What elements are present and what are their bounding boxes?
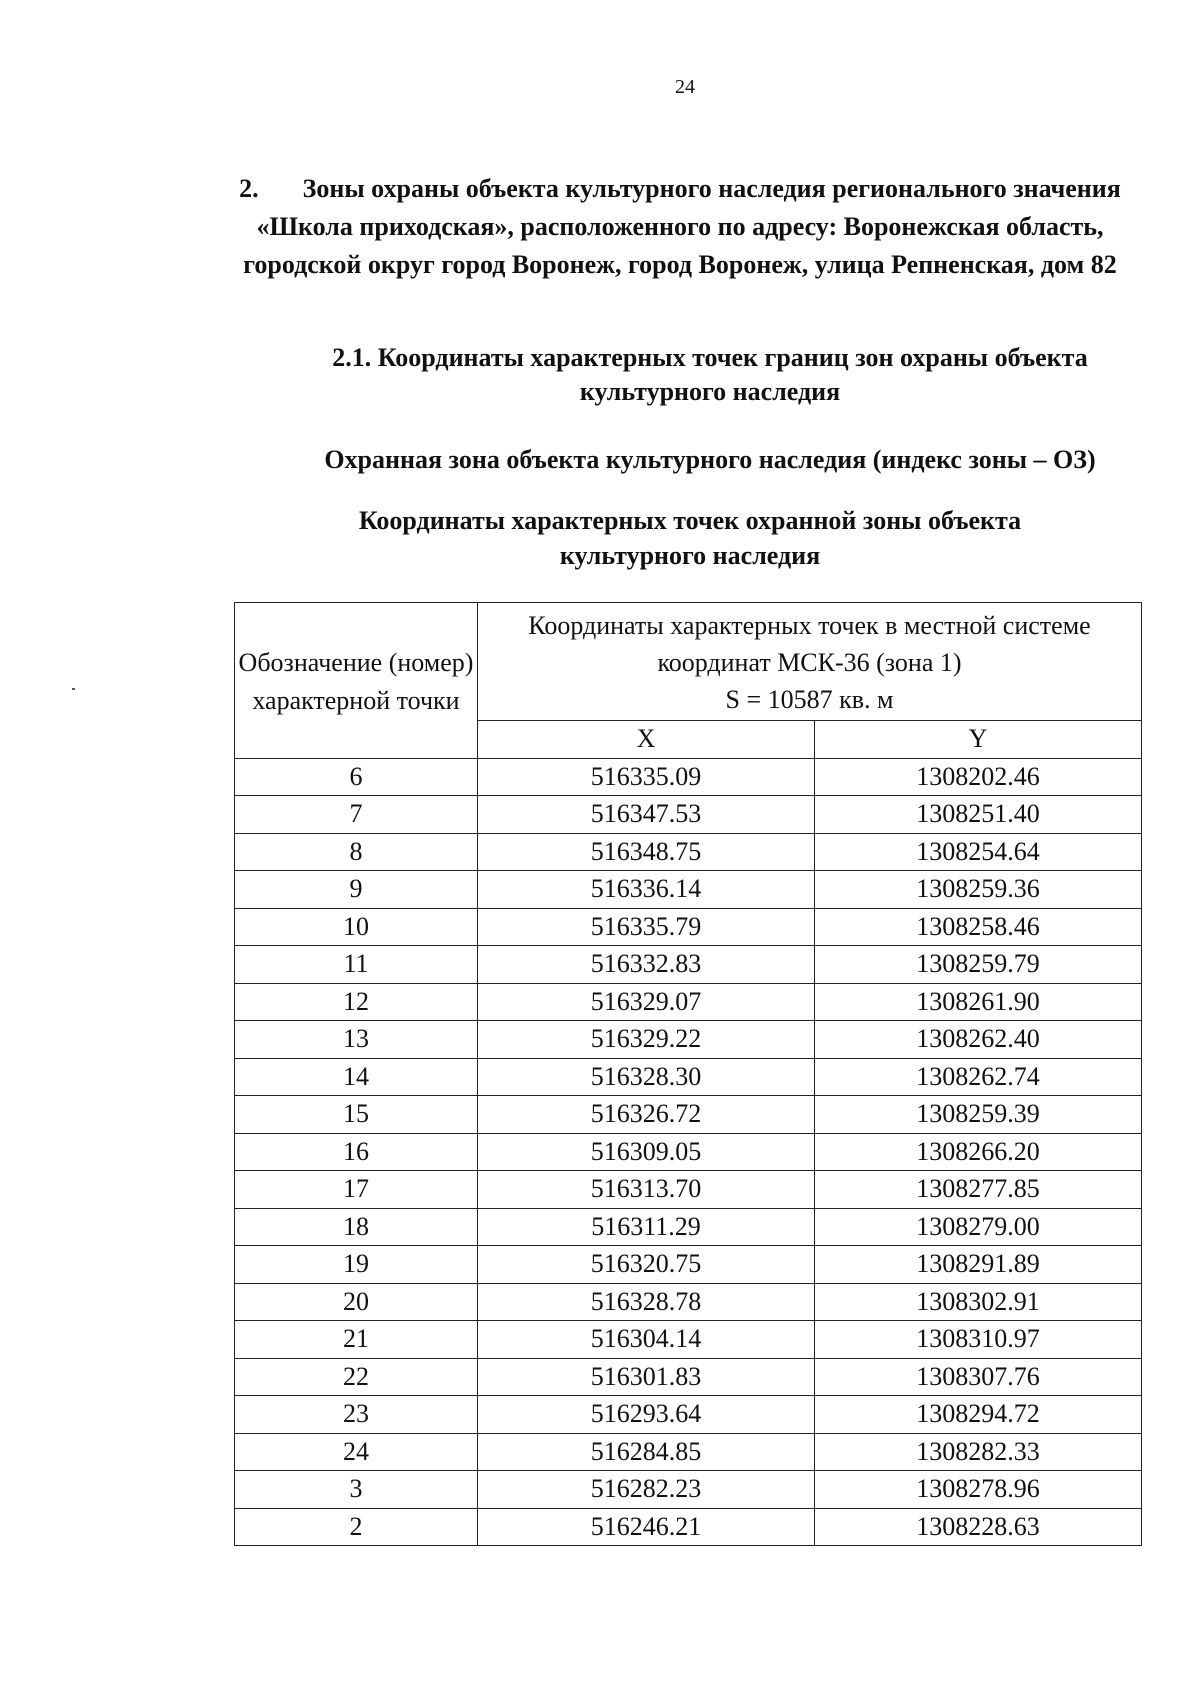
x-coordinate-cell: 516309.05 [478, 1133, 815, 1171]
y-coordinate-cell: 1308291.89 [815, 1246, 1142, 1284]
x-coordinate-cell: 516326.72 [478, 1096, 815, 1134]
x-column-header: X [478, 721, 815, 759]
coordinates-header-line: Координаты характерных точек в местной системе [528, 611, 1091, 640]
y-coordinate-cell: 1308259.39 [815, 1096, 1142, 1134]
table-header-row [235, 603, 1142, 721]
y-coordinate-cell: 1308261.90 [815, 983, 1142, 1021]
point-column-header: Обозначение (номер) характерной точки [235, 603, 478, 759]
y-coordinate-cell: 1308262.40 [815, 1021, 1142, 1059]
table-row [235, 1433, 1142, 1471]
y-coordinate-cell: 1308254.64 [815, 833, 1142, 871]
table-body [235, 758, 1142, 1546]
y-coordinate-cell: 1308282.33 [815, 1433, 1142, 1471]
point-number-cell: 15 [235, 1096, 478, 1134]
table-row [235, 1133, 1142, 1171]
x-coordinate-cell: 516336.14 [478, 871, 815, 909]
point-number-cell: 7 [235, 796, 478, 834]
x-coordinate-cell: 516348.75 [478, 833, 815, 871]
y-coordinate-cell: 1308228.63 [815, 1508, 1142, 1546]
table-row [235, 1058, 1142, 1096]
subsection-heading: 2.1. Координаты характерных точек границ зон охраны объекта культурного наследия [332, 343, 1088, 406]
y-coordinate-cell: 1308202.46 [815, 758, 1142, 796]
coordinates-table [234, 602, 1142, 1546]
y-column-header: Y [815, 721, 1142, 759]
point-number-cell: 13 [235, 1021, 478, 1059]
point-number-cell: 19 [235, 1246, 478, 1284]
table-row [235, 796, 1142, 834]
y-coordinate-cell: 1308278.96 [815, 1471, 1142, 1509]
x-coordinate-cell: 516282.23 [478, 1471, 815, 1509]
coordinates-header-line: координат МСК-36 (зона 1) [657, 648, 962, 677]
coordinates-group-header [478, 603, 1142, 721]
table-row [235, 1171, 1142, 1209]
table-row [235, 946, 1142, 984]
point-number-cell: 14 [235, 1058, 478, 1096]
x-coordinate-cell: 516328.30 [478, 1058, 815, 1096]
section-number: 2. [239, 174, 259, 203]
x-coordinate-cell: 516328.78 [478, 1283, 815, 1321]
x-coordinate-cell: 516335.09 [478, 758, 815, 796]
section-title: Зоны охраны объекта культурного наследия регионального значения «Школа приходская», расположенного по адресу: Воронежская область, городской округ город Воронеж, город Воронеж, улица Репненская, дом 82 [243, 174, 1121, 279]
table-row [235, 1508, 1142, 1546]
table-row [235, 908, 1142, 946]
table-row [235, 1396, 1142, 1434]
table-row [235, 983, 1142, 1021]
section-heading [205, 170, 1155, 284]
point-number-cell: 3 [235, 1471, 478, 1509]
page-number: 24 [675, 76, 695, 98]
point-number-cell: 16 [235, 1133, 478, 1171]
scan-speck [72, 688, 75, 690]
point-number-cell: 23 [235, 1396, 478, 1434]
x-coordinate-cell: 516347.53 [478, 796, 815, 834]
y-coordinate-cell: 1308277.85 [815, 1171, 1142, 1209]
y-coordinate-cell: 1308302.91 [815, 1283, 1142, 1321]
table-row [235, 758, 1142, 796]
point-number-cell: 10 [235, 908, 478, 946]
point-number-cell: 8 [235, 833, 478, 871]
x-coordinate-cell: 516301.83 [478, 1358, 815, 1396]
y-coordinate-cell: 1308310.97 [815, 1321, 1142, 1359]
table-row [235, 1321, 1142, 1359]
table-row [235, 1021, 1142, 1059]
table-row [235, 1471, 1142, 1509]
area-label: S = 10587 кв. м [725, 685, 894, 714]
x-coordinate-cell: 516335.79 [478, 908, 815, 946]
x-coordinate-cell: 516313.70 [478, 1171, 815, 1209]
table-row [235, 1246, 1142, 1284]
x-coordinate-cell: 516311.29 [478, 1208, 815, 1246]
point-number-cell: 18 [235, 1208, 478, 1246]
y-coordinate-cell: 1308259.36 [815, 871, 1142, 909]
x-coordinate-cell: 516332.83 [478, 946, 815, 984]
y-coordinate-cell: 1308259.79 [815, 946, 1142, 984]
x-coordinate-cell: 516284.85 [478, 1433, 815, 1471]
y-coordinate-cell: 1308279.00 [815, 1208, 1142, 1246]
y-coordinate-cell: 1308251.40 [815, 796, 1142, 834]
table-row [235, 1358, 1142, 1396]
point-number-cell: 24 [235, 1433, 478, 1471]
x-coordinate-cell: 516293.64 [478, 1396, 815, 1434]
table-row [235, 1283, 1142, 1321]
point-number-cell: 17 [235, 1171, 478, 1209]
y-coordinate-cell: 1308294.72 [815, 1396, 1142, 1434]
x-coordinate-cell: 516246.21 [478, 1508, 815, 1546]
zone-title: Охранная зона объекта культурного наследия (индекс зоны – ОЗ) [324, 445, 1096, 474]
table-caption: Координаты характерных точек охранной зоны объекта культурного наследия [358, 506, 1022, 570]
point-number-cell: 11 [235, 946, 478, 984]
y-coordinate-cell: 1308266.20 [815, 1133, 1142, 1171]
point-number-cell: 21 [235, 1321, 478, 1359]
point-number-cell: 9 [235, 871, 478, 909]
point-number-cell: 12 [235, 983, 478, 1021]
point-number-cell: 22 [235, 1358, 478, 1396]
y-coordinate-cell: 1308258.46 [815, 908, 1142, 946]
point-number-cell: 6 [235, 758, 478, 796]
point-number-cell: 2 [235, 1508, 478, 1546]
table-row [235, 1096, 1142, 1134]
y-coordinate-cell: 1308307.76 [815, 1358, 1142, 1396]
x-coordinate-cell: 516304.14 [478, 1321, 815, 1359]
x-coordinate-cell: 516320.75 [478, 1246, 815, 1284]
y-coordinate-cell: 1308262.74 [815, 1058, 1142, 1096]
table-row [235, 871, 1142, 909]
x-coordinate-cell: 516329.22 [478, 1021, 815, 1059]
point-number-cell: 20 [235, 1283, 478, 1321]
table-row [235, 1208, 1142, 1246]
x-coordinate-cell: 516329.07 [478, 983, 815, 1021]
table-row [235, 833, 1142, 871]
